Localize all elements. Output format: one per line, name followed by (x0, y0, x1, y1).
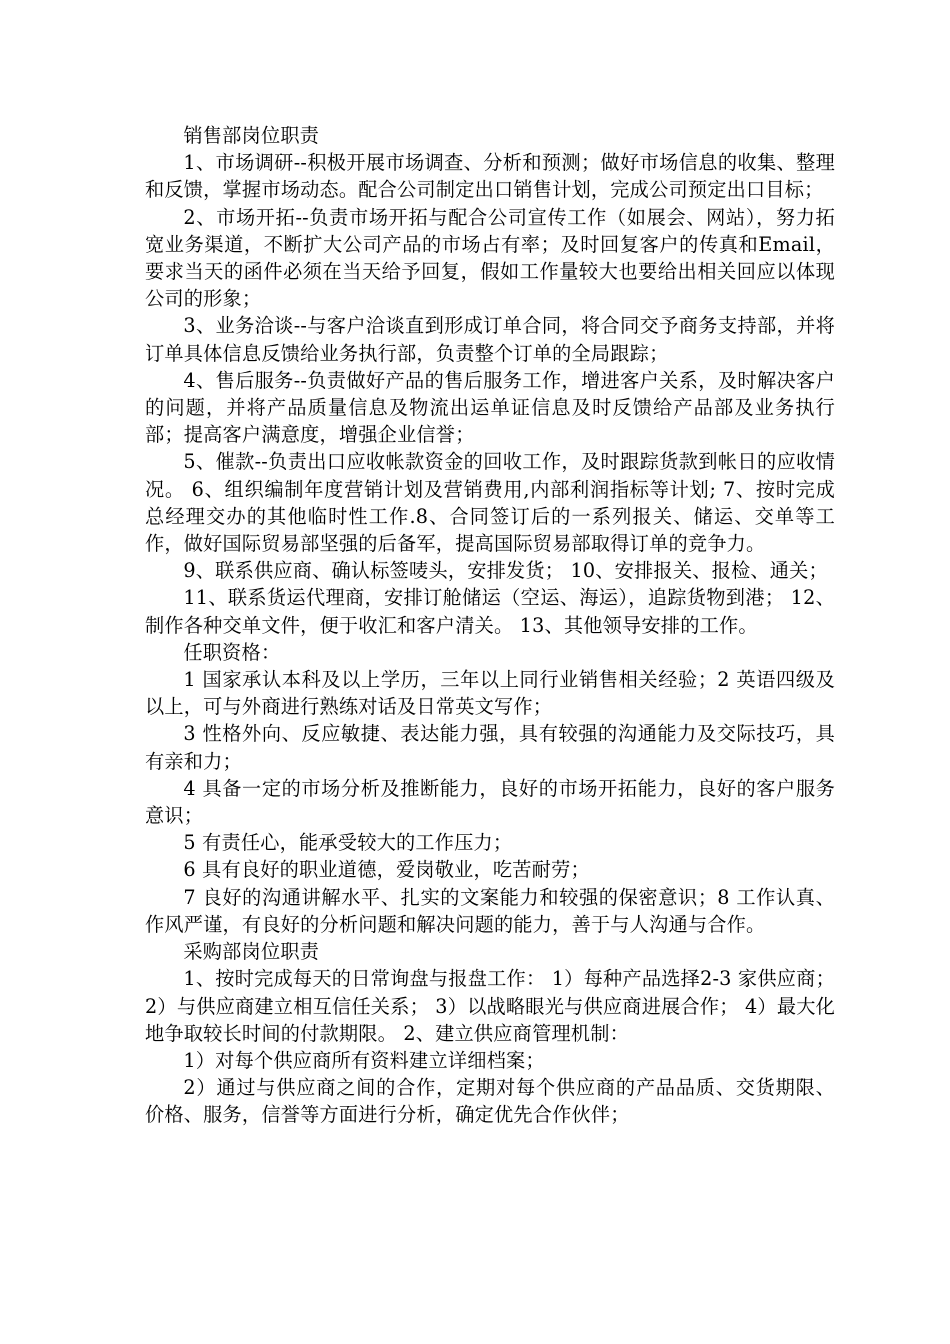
paragraph-qualification-1: 1 国家承认本科及以上学历，三年以上同行业销售相关经验；2 英语四级及以上，可与外商进行熟练对话及日常英文写作； (145, 668, 835, 719)
paragraph-qualification-7: 7 良好的沟通讲解水平、扎实的文案能力和较强的保密意识；8 工作认真、作风严谨，有良好的分析问题和解决问题的能力，善于与人沟通与合作。 (145, 885, 835, 936)
paragraph-qualification-6: 6 具有良好的职业道德，爱岗敬业，吃苦耐劳； (183, 858, 590, 882)
paragraph-freight: 11、联系货运代理商，安排订舱储运（空运、海运），追踪货物到港； 12、制作各种交单文件，便于收汇和客户清关。 13、其他领导安排的工作。 (145, 586, 835, 637)
paragraph-market-development: 2、市场开拓--负责市场开拓与配合公司宣传工作（如展会、网站），努力拓宽业务渠道，不断扩大公司产品的市场占有率；及时回复客户的传真和Email，要求当天的函件必须在当天给予回复，假如工作量较大也要给出相关回应以体现公司的形象； (145, 205, 835, 311)
document-page (145, 122, 835, 1129)
paragraph-supplier-analysis: 2）通过与供应商之间的合作，定期对每个供应商的产品品质、交货期限、价格、服务，信誉等方面进行分析，确定优先合作伙伴； (145, 1076, 835, 1127)
paragraph-inquiry: 1、按时完成每天的日常询盘与报盘工作： 1）每种产品选择2-3 家供应商； 2）与供应商建立相互信任关系； 3）以战略眼光与供应商进展合作； 4）最大化地争取较长时间的付款期限。 2、建立供应商管理机制： (145, 967, 835, 1045)
paragraph-market-research: 1、市场调研--积极开展市场调查、分析和预测；做好市场信息的收集、整理和反馈，掌握市场动态。配合公司制定出口销售计划，完成公司预定出口目标； (145, 151, 835, 202)
paragraph-supplier-contact: 9、联系供应商、确认标签唛头，安排发货； 10、安排报关、报检、通关； (183, 559, 828, 583)
paragraph-qualification-3: 3 性格外向、反应敏捷、表达能力强，具有较强的沟通能力及交际技巧，具有亲和力； (145, 722, 835, 773)
paragraph-after-sales: 4、售后服务--负责做好产品的售后服务工作，增进客户关系，及时解决客户的问题，并将产品质量信息及物流出运单证信息及时反馈给产品部及业务执行部；提高客户满意度，增强企业信誉； (145, 368, 835, 447)
paragraph-business-negotiation: 3、业务洽谈--与客户洽谈直到形成订单合同，将合同交予商务支持部，并将订单具体信息反馈给业务执行部，负责整个订单的全局跟踪； (145, 314, 835, 365)
section-heading-purchasing: 采购部岗位职责 (183, 940, 320, 964)
section-heading-sales: 销售部岗位职责 (183, 124, 320, 147)
paragraph-supplier-archive: 1）对每个供应商所有资料建立详细档案； (183, 1048, 545, 1072)
section-heading-qualifications: 任职资格： (183, 640, 281, 664)
paragraph-qualification-4: 4 具备一定的市场分析及推断能力，良好的市场开拓能力，良好的客户服务意识； (145, 776, 835, 828)
paragraph-qualification-5: 5 有责任心，能承受较大的工作压力； (183, 831, 513, 855)
paragraph-collection: 5、催款--负责出口应收帐款资金的回收工作，及时跟踪货款到帐日的应收情况。 6、组织编制年度营销计划及营销费用,内部利润指标等计划; 7、按时完成总经理交办的其他临时性工作.8、合同签订后的一系列报关、储运、交单等工作，做好国际贸易部坚强的后备军，提高国际贸易部取得订单的竞争力。 (145, 450, 835, 556)
